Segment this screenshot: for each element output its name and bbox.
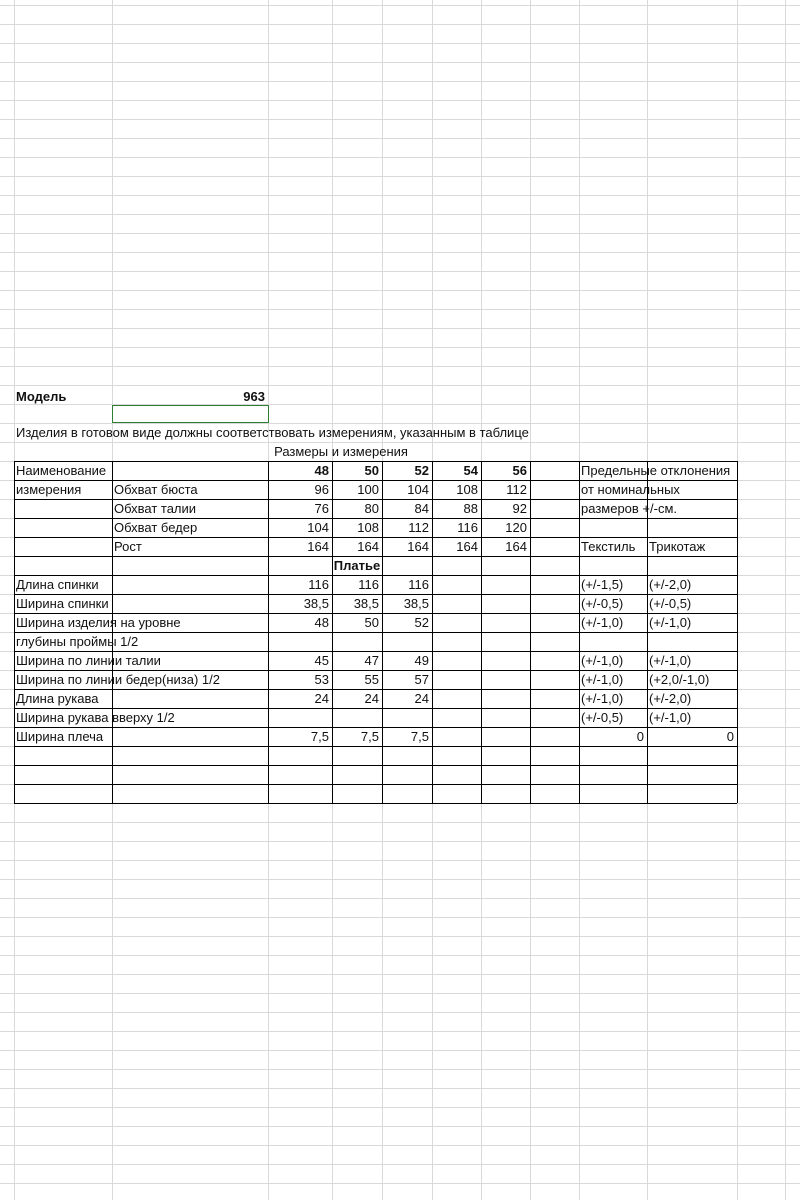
fabric-knit: Трикотаж — [649, 539, 706, 554]
body-row-value: 164 — [505, 539, 527, 554]
body-row-value: 96 — [314, 482, 329, 497]
tolerance-knit: (+2,0/-1,0) — [649, 672, 710, 687]
body-row-value: 80 — [364, 501, 379, 516]
body-row-value: 88 — [463, 501, 478, 516]
selected-cell[interactable] — [112, 405, 269, 423]
body-row-value: 164 — [456, 539, 478, 554]
tolerance-knit: (+/-2,0) — [649, 691, 692, 706]
measure-row-value: 50 — [364, 615, 379, 630]
garment-title: Платье — [333, 558, 381, 573]
tolerance-textile: (+/-0,5) — [581, 596, 624, 611]
body-row-value: 76 — [314, 501, 329, 516]
measure-row-value: 24 — [414, 691, 429, 706]
measure-row-value: 24 — [364, 691, 379, 706]
size-header-50: 50 — [364, 463, 379, 478]
measure-row-value: 53 — [314, 672, 329, 687]
measure-row-value: 116 — [358, 577, 379, 592]
measure-row-value: 45 — [314, 653, 329, 668]
tolerance-textile: (+/-1,5) — [581, 577, 624, 592]
fabric-textile: Текстиль — [581, 539, 636, 554]
tolerance-knit: (+/-1,0) — [649, 710, 692, 725]
body-row-value: 100 — [357, 482, 379, 497]
tolerance-knit: 0 — [726, 729, 734, 744]
tolerance-textile: (+/-0,5) — [581, 710, 624, 725]
intro-text: Изделия в готовом виде должны соответствовать измерениям, указанным в таблице — [16, 425, 529, 440]
measure-row-label: Длина спинки — [16, 577, 99, 592]
deviation-title-3: размеров +/-см. — [581, 501, 678, 516]
body-row-value: 116 — [457, 520, 478, 535]
measure-row-value: 47 — [364, 653, 379, 668]
body-row-label: Обхват бедер — [114, 520, 198, 535]
size-header-52: 52 — [414, 463, 429, 478]
model-value: 963 — [243, 389, 265, 404]
body-row-value: 108 — [357, 520, 379, 535]
body-row-value: 104 — [307, 520, 329, 535]
size-header-56: 56 — [512, 463, 527, 478]
body-row-label: Обхват бюста — [114, 482, 198, 497]
measure-row-value: 116 — [308, 577, 329, 592]
body-row-value: 108 — [456, 482, 478, 497]
measure-row-value: 7,5 — [310, 729, 329, 744]
measure-row-value: 7,5 — [360, 729, 379, 744]
measure-row-label: Ширина по линии бедер(низа) 1/2 — [16, 672, 220, 687]
deviation-title-2: от номинальных — [581, 482, 680, 497]
tolerance-textile: (+/-1,0) — [581, 672, 624, 687]
measure-row-value: 7,5 — [410, 729, 429, 744]
measure-row-label: Ширина рукава вверху 1/2 — [16, 710, 175, 725]
measure-row-value: 38,5 — [353, 596, 379, 611]
measure-row-label: глубины проймы 1/2 — [16, 634, 139, 649]
body-row-value: 84 — [414, 501, 429, 516]
tolerance-knit: (+/-1,0) — [649, 653, 692, 668]
measure-row-value: 38,5 — [303, 596, 329, 611]
body-row-value: 104 — [407, 482, 429, 497]
section-title: Размеры и измерения — [274, 444, 408, 459]
size-header-54: 54 — [463, 463, 478, 478]
body-row-value: 164 — [357, 539, 379, 554]
tolerance-textile: (+/-1,0) — [581, 653, 624, 668]
tolerance-knit: (+/-2,0) — [649, 577, 692, 592]
measure-row-value: 48 — [314, 615, 329, 630]
measure-row-label: Ширина изделия на уровне — [16, 615, 181, 630]
body-row-value: 112 — [506, 482, 527, 497]
tolerance-textile: (+/-1,0) — [581, 615, 624, 630]
header-name-line2: измерения — [16, 482, 82, 497]
body-row-label: Рост — [114, 539, 142, 554]
measure-row-value: 24 — [314, 691, 329, 706]
measure-row-value: 57 — [414, 672, 429, 687]
model-label: Модель — [16, 389, 67, 404]
measure-row-value: 49 — [414, 653, 429, 668]
header-name-line1: Наименование — [16, 463, 107, 478]
tolerance-textile: 0 — [636, 729, 644, 744]
size-header-48: 48 — [314, 463, 329, 478]
measure-row-label: Ширина спинки — [16, 596, 109, 611]
measure-row-label: Ширина по линии талии — [16, 653, 161, 668]
measure-row-value: 52 — [414, 615, 429, 630]
measure-row-label: Длина рукава — [16, 691, 99, 706]
body-row-value: 120 — [505, 520, 527, 535]
body-row-label: Обхват талии — [114, 501, 197, 516]
body-row-value: 112 — [408, 520, 429, 535]
tolerance-textile: (+/-1,0) — [581, 691, 624, 706]
body-row-value: 164 — [307, 539, 329, 554]
deviation-title-1: Предельные отклонения — [581, 463, 731, 478]
measure-row-value: 38,5 — [403, 596, 429, 611]
body-row-value: 164 — [407, 539, 429, 554]
tolerance-knit: (+/-1,0) — [649, 615, 692, 630]
measure-row-label: Ширина плеча — [16, 729, 104, 744]
body-row-value: 92 — [512, 501, 527, 516]
measure-row-value: 55 — [364, 672, 379, 687]
measure-row-value: 116 — [408, 577, 429, 592]
tolerance-knit: (+/-0,5) — [649, 596, 692, 611]
